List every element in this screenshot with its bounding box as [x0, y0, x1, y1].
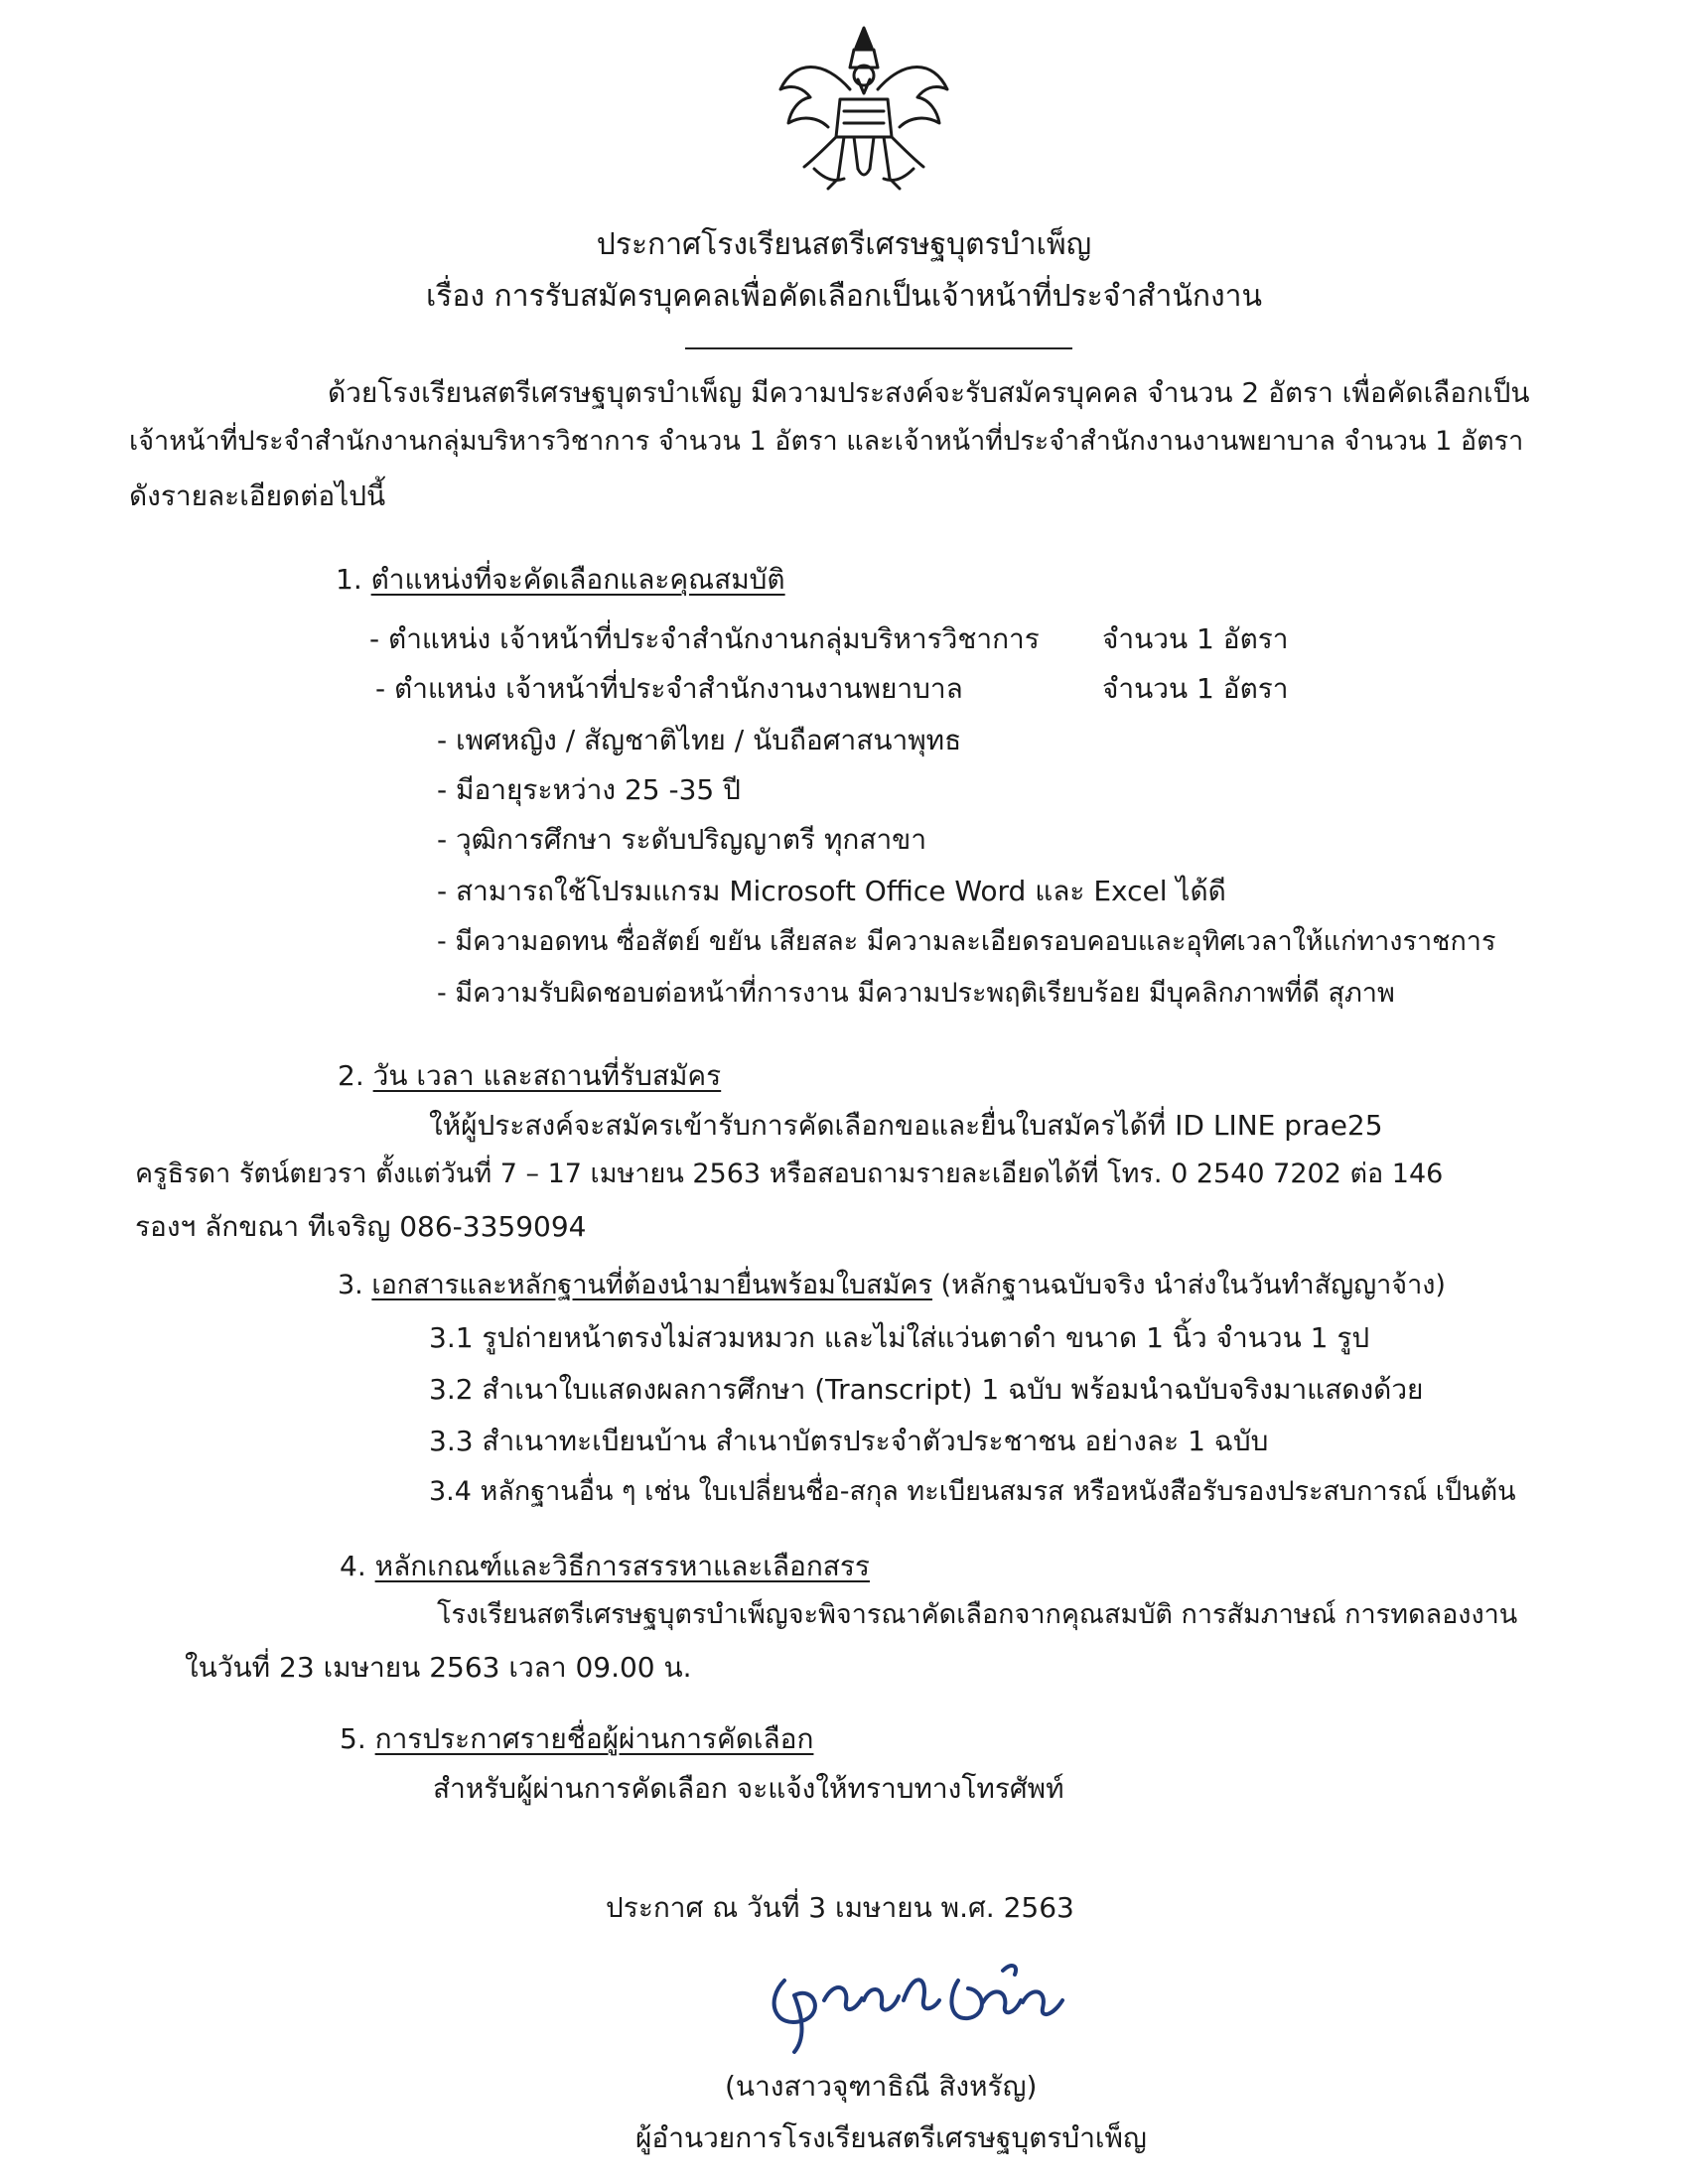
- section-1-title: ตำแหน่งที่จะคัดเลือกและคุณสมบัติ: [370, 563, 785, 596]
- position-1-name: - ตำแหน่ง เจ้าหน้าที่ประจำสำนักงานกลุ่มบริหารวิชาการ: [369, 622, 1040, 655]
- qualification-item: - มีความอดทน ซื่อสัตย์ ขยัน เสียสละ มีความละเอียดรอบคอบและอุทิศเวลาให้แก่ทางราชการ: [437, 926, 1496, 957]
- garuda-emblem-icon: [774, 20, 953, 199]
- intro-line-3: ดังรายละเอียดต่อไปนี้: [129, 479, 386, 512]
- section-5-heading: [340, 1721, 813, 1756]
- signer-name: (นางสาวจุฑาธิณี สิงหรัญ): [725, 2070, 1038, 2103]
- section-5-line-1: สำหรับผู้ผ่านการคัดเลือก จะแจ้งให้ทราบทางโทรศัพท์: [433, 1772, 1064, 1805]
- document-item: 3.3 สำเนาทะเบียนบ้าน สำเนาบัตรประจำตัวประชาชน อย่างละ 1 ฉบับ: [429, 1425, 1269, 1457]
- document-item: 3.2 สำเนาใบแสดงผลการศึกษา (Transcript) 1 ฉบับ พร้อมนำฉบับจริงมาแสดงด้วย: [429, 1373, 1424, 1406]
- section-2-line-2: ครูธิรดา รัตน์ตยวรา ตั้งแต่วันที่ 7 – 17 เมษายน 2563 หรือสอบถามรายละเอียดได้ที่ โทร. 0 2540 7202 ต่อ 146: [135, 1159, 1444, 1189]
- position-2-count: จำนวน 1 อัตรา: [1102, 672, 1289, 705]
- section-3-heading: [338, 1269, 1446, 1302]
- section-2-number: 2.: [338, 1059, 364, 1092]
- section-3-title: เอกสารและหลักฐานที่ต้องนำมายื่นพร้อมใบสมัคร: [371, 1270, 933, 1300]
- signature-icon: [755, 1941, 1082, 2060]
- announcement-title: ประกาศโรงเรียนสตรีเศรษฐบุตรบำเพ็ญ: [596, 227, 1092, 262]
- section-4-line-1: โรงเรียนสตรีเศรษฐบุตรบำเพ็ญจะพิจารณาคัดเลือกจากคุณสมบัติ การสัมภาษณ์ การทดลองงาน: [437, 1599, 1518, 1630]
- position-2-name: - ตำแหน่ง เจ้าหน้าที่ประจำสำนักงานงานพยาบาล: [375, 672, 963, 705]
- section-1-heading: [336, 562, 785, 597]
- section-1-number: 1.: [336, 563, 362, 596]
- section-2-line-3: รองฯ ลักขณา ทีเจริญ 086-3359094: [135, 1210, 587, 1243]
- section-4-heading: [340, 1549, 870, 1583]
- qualification-item: - มีอายุระหว่าง 25 -35 ปี: [437, 773, 741, 806]
- intro-line-2: เจ้าหน้าที่ประจำสำนักงานกลุ่มบริหารวิชาการ จำนวน 1 อัตรา และเจ้าหน้าที่ประจำสำนักงานงานพยาบาล จำนวน 1 อัตรา: [129, 426, 1524, 457]
- section-5-title: การประกาศรายชื่อผู้ผ่านการคัดเลือก: [374, 1722, 814, 1755]
- qualification-item: - สามารถใช้โปรมแกรม Microsoft Office Word และ Excel ได้ดี: [437, 875, 1226, 907]
- section-2-line-1: ให้ผู้ประสงค์จะสมัครเข้ารับการคัดเลือกขอและยื่นใบสมัครได้ที่ ID LINE prae25: [429, 1109, 1383, 1142]
- qualification-item: - เพศหญิง / สัญชาติไทย / นับถือศาสนาพุทธ: [437, 724, 962, 756]
- section-3-number: 3.: [338, 1270, 363, 1300]
- section-5-number: 5.: [340, 1722, 366, 1755]
- header-divider: [685, 347, 1072, 349]
- position-1-count: จำนวน 1 อัตรา: [1102, 622, 1289, 655]
- section-2-title: วัน เวลา และสถานที่รับสมัคร: [372, 1059, 722, 1092]
- section-4-number: 4.: [340, 1550, 366, 1582]
- section-4-title: หลักเกณฑ์และวิธีการสรรหาและเลือกสรร: [374, 1550, 870, 1582]
- intro-line-1: ด้วยโรงเรียนสตรีเศรษฐบุตรบำเพ็ญ มีความประสงค์จะรับสมัครบุคคล จำนวน 2 อัตรา เพื่อคัดเลือกเป็น: [328, 376, 1530, 409]
- announcement-subject: เรื่อง การรับสมัครบุคคลเพื่อคัดเลือกเป็นเจ้าหน้าที่ประจำสำนักงาน: [425, 279, 1262, 314]
- document-item: 3.4 หลักฐานอื่น ๆ เช่น ใบเปลี่ยนชื่อ-สกุล ทะเบียนสมรส หรือหนังสือรับรองประสบการณ์ เป็นต้น: [429, 1476, 1516, 1507]
- signer-title: ผู้อำนวยการโรงเรียนสตรีเศรษฐบุตรบำเพ็ญ: [635, 2121, 1147, 2154]
- document-item: 3.1 รูปถ่ายหน้าตรงไม่สวมหมวก และไม่ใส่แว่นตาดำ ขนาด 1 นิ้ว จำนวน 1 รูป: [429, 1321, 1370, 1354]
- section-2-heading: [338, 1058, 721, 1093]
- qualification-item: - มีความรับผิดชอบต่อหน้าที่การงาน มีความประพฤติเรียบร้อย มีบุคลิกภาพที่ดี สุภาพ: [437, 978, 1395, 1009]
- section-4-line-2: ในวันที่ 23 เมษายน 2563 เวลา 09.00 น.: [185, 1651, 692, 1684]
- announcement-date: ประกาศ ณ วันที่ 3 เมษายน พ.ศ. 2563: [606, 1891, 1074, 1924]
- section-3-note: (หลักฐานฉบับจริง นำส่งในวันทำสัญญาจ้าง): [932, 1270, 1446, 1300]
- qualification-item: - วุฒิการศึกษา ระดับปริญญาตรี ทุกสาขา: [437, 823, 927, 856]
